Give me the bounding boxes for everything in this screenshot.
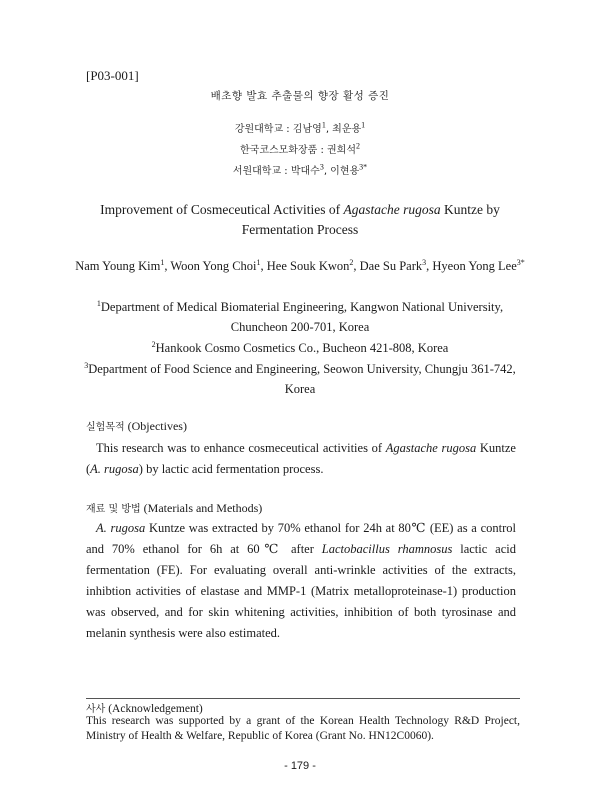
methods-paragraph: A. rugosa Kuntze was extracted by 70% ethanol for 24h at 80℃ (EE) as a control and 70% ethanol for 6h at 60℃ after Lactobacillus rhamnosus lactic acid fermentation (FE). For evaluating overall anti-wrinkle activities of the extracts, inhibtion activities of elastase and MMP-1 (Matrix metalloproteinase-1) production was observed, and for skin whitening activities, inhibition of both tyrosinase and melanin synthesis were also estimated. [86,521,516,640]
korean-title: 배초향 발효 추출물의 향장 활성 증진 [210,90,390,102]
korean-affiliation-2: 한국코스모화장품 : 권희석$^2$ [240,141,360,156]
korean-affiliation-1: 강원대학교 : 김남영$^1$, 최운용$^1$ [234,120,366,135]
species-name: Agastache rugosa [343,202,441,217]
methods-heading: 재료 및 방법 (Materials and Methods) [86,501,263,515]
english-title-line-2: Fermentation Process [241,222,359,237]
affiliation-1-line-1: $^1$Department of Medical Biomaterial Engineering, Kangwon National University, [96,299,504,315]
affiliation-2: $^2$Hankook Cosmo Cosmetics Co., Bucheon 421-808, Korea [151,340,449,356]
korean-affiliation-3: 서원대학교 : 박대수$^3$, 이현용$^{3*}$ [232,162,368,177]
objectives-paragraph: This research was to enhance cosmeceutical activities of Agastache rugosa Kuntze (A. rugosa) by lactic acid fermentation process. [86,441,516,476]
english-title-line-1: Improvement of Cosmeceutical Activities of Agastache rugosa Kuntze by [100,202,500,217]
affiliation-3-line-2: Korea [284,382,316,396]
affiliation-1-line-2: Chuncheon 200-701, Korea [230,320,370,334]
footnote-divider [86,698,520,699]
abstract-code: [P03-001] [86,68,139,83]
acknowledgement-heading: 사사 (Acknowledgement) [86,703,203,715]
objectives-heading: 실험목적 (Objectives) [86,419,187,433]
acknowledgement-text: This research was supported by a grant of the Korean Health Technology R&D Project, Ministry of Health & Welfare, Republic of Korea (Grant No. HN12C0060). [86,715,520,742]
affiliation-3-line-1: $^3$Department of Food Science and Engineering, Seowon University, Chungju 361-742, [84,361,516,377]
page-number: - 179 - [284,760,316,772]
author-list: Nam Young Kim$^1$, Woon Yong Choi$^1$, Hee Souk Kwon$^2$, Dae Su Park$^3$, Hyeon Yong Lee$^{3*}$ [75,258,525,274]
